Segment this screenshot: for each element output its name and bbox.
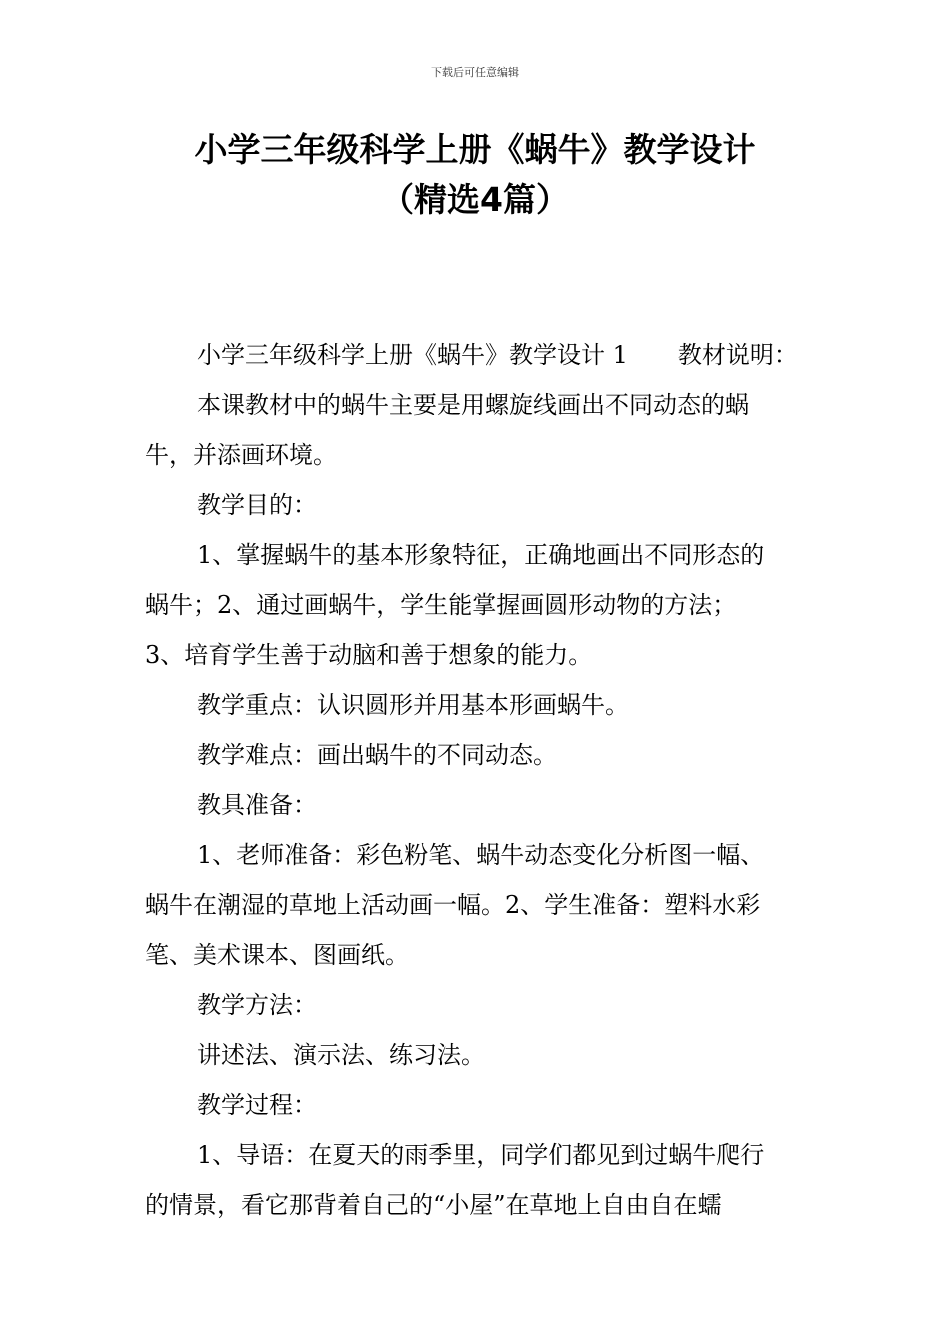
paragraph-line: 教学方法： bbox=[197, 991, 317, 1019]
paragraph-line: 牛，并添画环境。 bbox=[145, 441, 337, 469]
paragraph-line: 1、掌握蜗牛的基本形象特征，正确地画出不同形态的 bbox=[197, 541, 765, 569]
paragraph-line: 讲述法、演示法、练习法。 bbox=[197, 1041, 485, 1069]
document-body bbox=[145, 330, 810, 1230]
paragraph-line: 教学目的： bbox=[197, 491, 317, 519]
paragraph-line: 1、老师准备：彩色粉笔、蜗牛动态变化分析图一幅、 bbox=[197, 841, 765, 869]
paragraph-line: 教学难点：画出蜗牛的不同动态。 bbox=[197, 741, 557, 769]
paragraph-line: 教具准备： bbox=[197, 791, 317, 819]
document-title: 小学三年级科学上册《蜗牛》教学设计 bbox=[194, 130, 756, 169]
section-heading: 小学三年级科学上册《蜗牛》教学设计 1 bbox=[197, 341, 628, 369]
paragraph-line: 笔、美术课本、图画纸。 bbox=[145, 941, 409, 969]
paragraph-line: 教学重点：认识圆形并用基本形画蜗牛。 bbox=[197, 691, 629, 719]
paragraph-line: 1、导语：在夏天的雨季里，同学们都见到过蜗牛爬行 bbox=[197, 1141, 765, 1169]
header-note: 下载后可任意编辑 bbox=[431, 66, 519, 79]
document-subtitle: （精选4篇） bbox=[381, 180, 569, 219]
paragraph-line: 蜗牛在潮湿的草地上活动画一幅。2、学生准备：塑料水彩 bbox=[145, 891, 761, 919]
paragraph-line: 本课教材中的蜗牛主要是用螺旋线画出不同动态的蜗 bbox=[197, 391, 749, 419]
paragraph-line: 的情景，看它那背着自己的“小屋”在草地上自由自在蠕 bbox=[145, 1191, 722, 1219]
paragraph-line: 3、培育学生善于动脑和善于想象的能力。 bbox=[145, 641, 593, 669]
paragraph-line: 教学过程： bbox=[197, 1091, 317, 1119]
paragraph-line: 蜗牛；2、通过画蜗牛，学生能掌握画圆形动物的方法； bbox=[145, 591, 737, 619]
section-label: 教材说明： bbox=[677, 341, 798, 369]
paragraph-line bbox=[145, 330, 810, 380]
